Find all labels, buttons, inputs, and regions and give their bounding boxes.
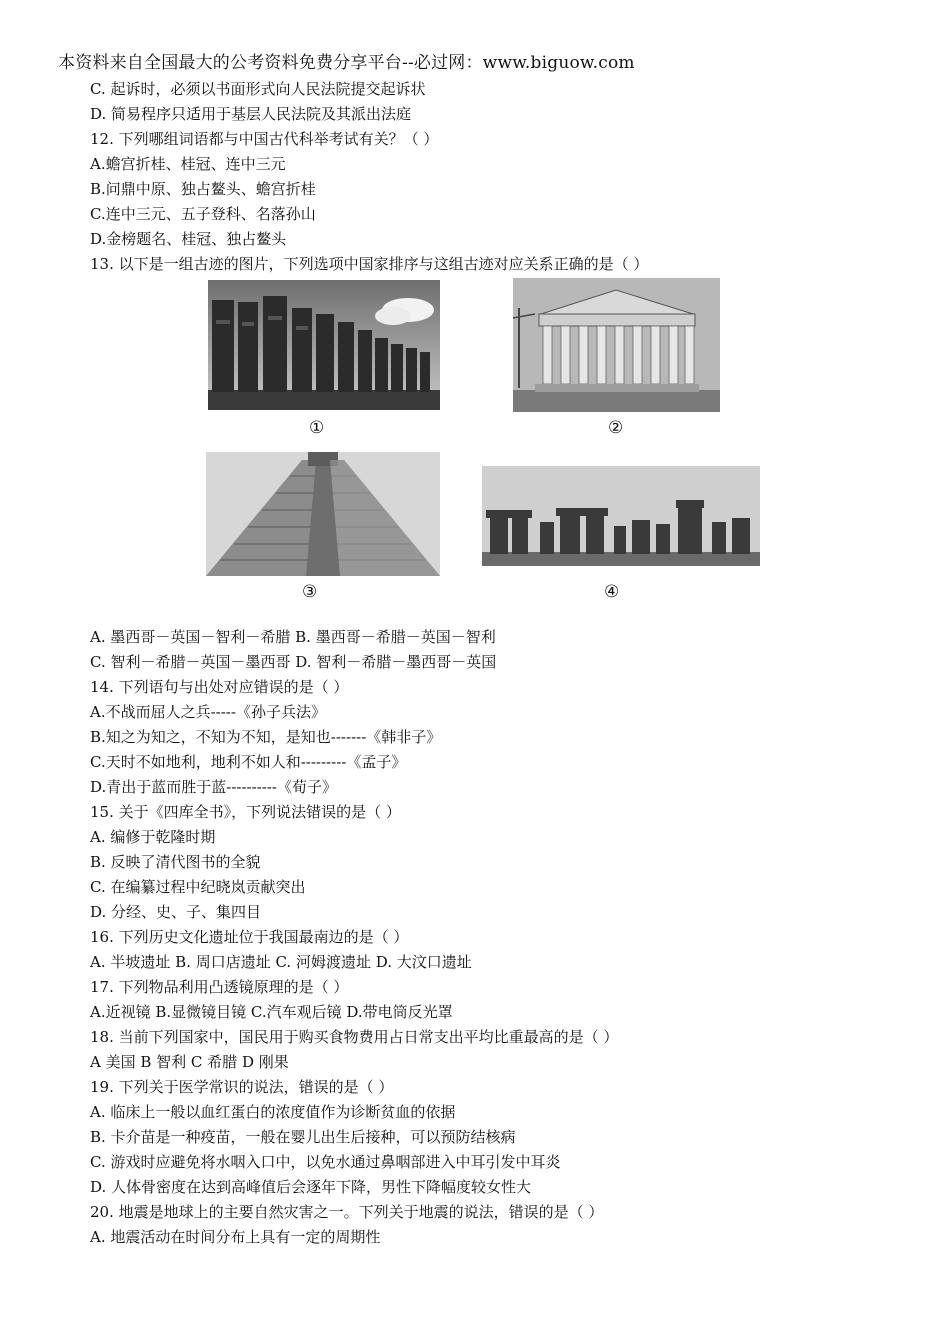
text-line: C. 起诉时，必须以书面形式向人民法院提交起诉状 — [90, 80, 426, 98]
parthenon-photo — [513, 278, 720, 412]
page-header: 本资料来自全国最大的公考资料免费分享平台--必过网：www.biguow.com — [58, 53, 635, 73]
question-14: 14. 下列语句与出处对应错误的是（ ） — [90, 678, 349, 696]
text-line: A.不战而屈人之兵-----《孙子兵法》 — [90, 703, 326, 721]
pyramid-photo — [206, 452, 440, 576]
caption-3: ③ — [302, 582, 318, 602]
text-line: A. 半坡遗址 B. 周口店遗址 C. 河姆渡遗址 D. 大汶口遗址 — [90, 953, 472, 971]
question-17: 17. 下列物品利用凸透镜原理的是（ ） — [90, 978, 349, 996]
text-line: A.近视镜 B.显微镜目镜 C.汽车观后镜 D.带电筒反光罩 — [90, 1003, 453, 1021]
text-line: A 美国 B 智利 C 希腊 D 刚果 — [90, 1053, 289, 1071]
stonehenge-photo — [482, 466, 760, 566]
text-line: C. 游戏时应避免将水咽入口中，以免水通过鼻咽部进入中耳引发中耳炎 — [90, 1153, 561, 1171]
text-line: D. 分经、史、子、集四目 — [90, 903, 262, 921]
text-line: D. 简易程序只适用于基层人民法院及其派出法庭 — [90, 105, 412, 123]
caption-1: ① — [309, 418, 325, 438]
text-line: B.问鼎中原、独占鳌头、蟾宫折桂 — [90, 180, 316, 198]
answer-options-ab: A. 墨西哥－英国－智利－希腊 B. 墨西哥－希腊－英国－智利 — [90, 628, 496, 646]
caption-4: ④ — [604, 582, 620, 602]
text-line: D.青出于蓝而胜于蓝----------《荀子》 — [90, 778, 337, 796]
question-15: 15. 关于《四库全书》，下列说法错误的是（ ） — [90, 803, 401, 821]
text-line: C. 在编纂过程中纪晓岚贡献突出 — [90, 878, 306, 896]
question-13: 13. 以下是一组古迹的图片，下列选项中国家排序与这组古迹对应关系正确的是（ ） — [90, 255, 649, 273]
caption-2: ② — [608, 418, 624, 438]
text-line: A. 临床上一般以血红蛋白的浓度值作为诊断贫血的依据 — [90, 1103, 456, 1121]
question-19: 19. 下列关于医学常识的说法，错误的是（ ） — [90, 1078, 394, 1096]
question-18: 18. 当前下列国家中，国民用于购买食物费用占日常支出平均比重最高的是（ ） — [90, 1028, 619, 1046]
text-line: D. 人体骨密度在达到高峰值后会逐年下降，男性下降幅度较女性大 — [90, 1178, 532, 1196]
text-line: C.天时不如地利，地利不如人和---------《孟子》 — [90, 753, 407, 771]
text-line: A.蟾宫折桂、桂冠、连中三元 — [90, 155, 286, 173]
answer-options-cd: C. 智利－希腊－英国－墨西哥 D. 智利－希腊－墨西哥－英国 — [90, 653, 497, 671]
question-12: 12. 下列哪组词语都与中国古代科举考试有关？（ ） — [90, 130, 439, 148]
text-line: A. 地震活动在时间分布上具有一定的周期性 — [90, 1228, 381, 1246]
question-20: 20. 地震是地球上的主要自然灾害之一。下列关于地震的说法，错误的是（ ） — [90, 1203, 604, 1221]
text-line: B. 卡介苗是一种疫苗，一般在婴儿出生后接种，可以预防结核病 — [90, 1128, 516, 1146]
moai-photo — [208, 280, 440, 410]
text-line: B. 反映了清代图书的全貌 — [90, 853, 261, 871]
text-line: D.金榜题名、桂冠、独占鳌头 — [90, 230, 287, 248]
text-line: C.连中三元、五子登科、名落孙山 — [90, 205, 316, 223]
question-16: 16. 下列历史文化遗址位于我国最南边的是（ ） — [90, 928, 409, 946]
text-line: B.知之为知之，不知为不知，是知也-------《韩非子》 — [90, 728, 442, 746]
text-line: A. 编修于乾隆时期 — [90, 828, 216, 846]
